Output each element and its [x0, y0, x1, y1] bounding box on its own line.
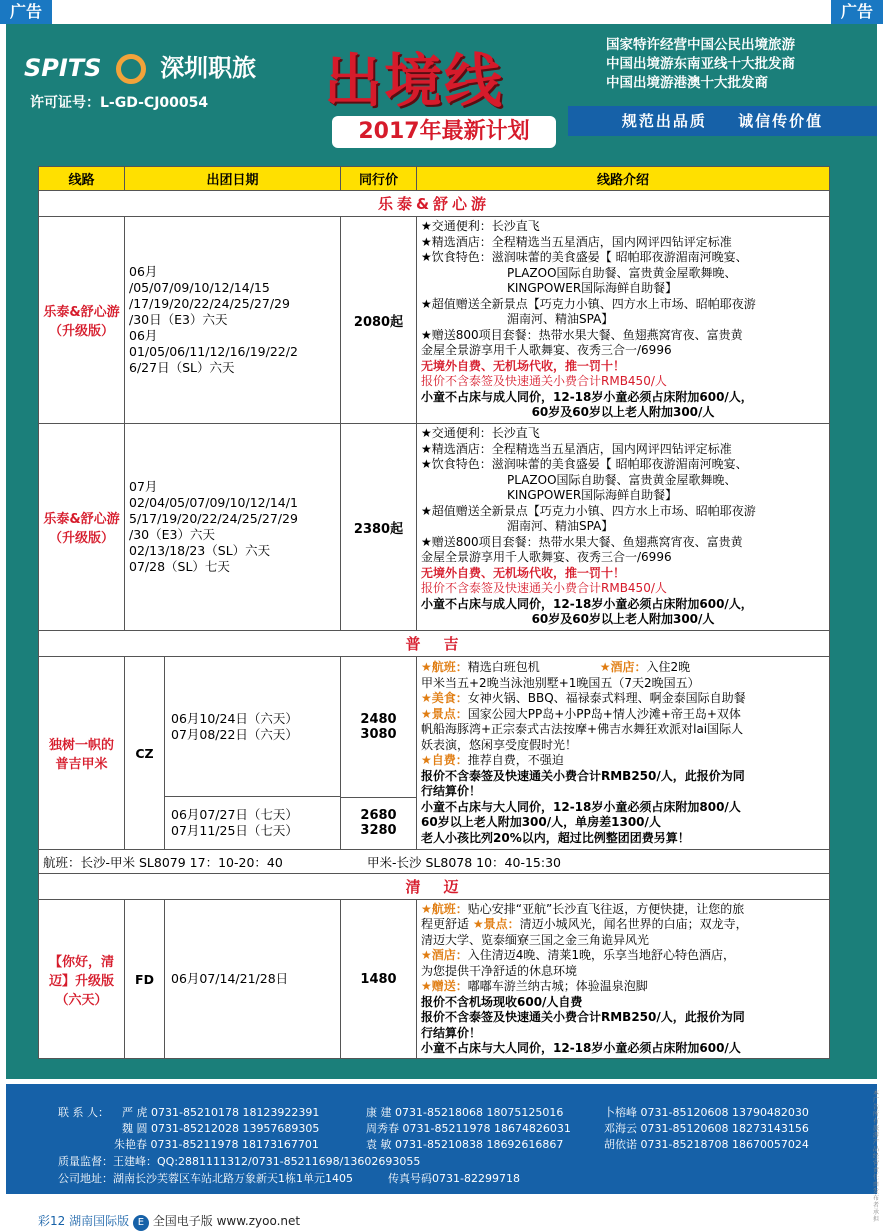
chiangmai-date-block	[125, 900, 341, 1059]
desc-line: ★饮食特色：滋润味蕾的美食盛晏【 昭帕耶夜游湄南河晚宴、	[421, 457, 748, 472]
contact-entry: 严 虎 0731-85210178 18123922391	[122, 1106, 320, 1119]
date-line: 06月07/27日（七天）	[171, 807, 298, 822]
desc-text: 程更舒适	[421, 917, 473, 931]
desc-label: ★酒店：	[421, 948, 468, 962]
date-line: 07/28（SL）七天	[129, 559, 230, 574]
page-footer-line	[38, 1212, 300, 1231]
desc-text: 小童不占床与大人同价，12-18岁小童必须占床附加600/人	[421, 1041, 741, 1055]
contact-entry: 周秀春 0731-85211978 18674826031	[366, 1122, 571, 1135]
date-line: 07月	[129, 479, 158, 494]
price: 2380起	[341, 424, 417, 631]
date-line: 07月11/25日（七天）	[171, 823, 298, 838]
desc-text: 入住清迈4晚、清莱1晚，乐享当地舒心特色酒店，	[467, 948, 736, 962]
header	[6, 24, 877, 162]
quality-supervisor: 质量监督：王建峰：QQ:2881111312/0731-85211698/13602693055	[58, 1155, 421, 1168]
desc-line	[421, 948, 825, 964]
desc-label: ★航班：	[421, 660, 468, 674]
desc-text: 行结算价！	[421, 1025, 482, 1040]
company-address: 公司地址：湖南长沙芙蓉区车站北路万象新天1栋1单元1405	[58, 1172, 353, 1185]
desc-line: 报价不含泰签及快速通关小费合计RMB450/人	[421, 374, 667, 389]
airline-code: CZ	[125, 657, 165, 849]
desc-line	[421, 691, 825, 707]
desc-line	[421, 784, 825, 800]
contact-entry: 邓海云 0731-85120608 18273143156	[604, 1122, 809, 1135]
desc-line: ★超值赠送全新景点【巧克力小镇、四方水上市场、昭帕耶夜游	[421, 296, 756, 311]
contact-entry: 胡依诺 0731-85218708 18670057024	[604, 1138, 809, 1151]
departure-dates	[165, 797, 340, 849]
desc-text: 清迈大学、览泰缅寮三国之金三角诡异风光	[421, 932, 650, 947]
logo-cn: 深圳职旅	[160, 54, 257, 82]
footer	[6, 1084, 877, 1194]
desc-line: ★精选酒店：全程精选当五星酒店，国内网评四钻评定标准	[421, 234, 732, 249]
desc-line: 报价不含泰签及快速通关小费合计RMB450/人	[421, 581, 667, 596]
desc-line	[421, 1026, 825, 1042]
desc-line	[421, 995, 825, 1011]
table-row	[39, 657, 830, 798]
date-line: 07月08/22日（六天）	[171, 726, 298, 742]
flight-back: 甲米-长沙 SL8078 10：40-15:30	[366, 854, 561, 870]
desc-line	[421, 902, 825, 918]
desc-line	[421, 1010, 825, 1026]
date-line: /30日（E3）六天	[129, 312, 228, 327]
desc-line	[421, 917, 825, 933]
table-row	[39, 217, 830, 424]
date-line: 06月	[129, 264, 158, 279]
slogans	[606, 36, 795, 93]
route-description	[417, 900, 830, 1059]
col-price: 同行价	[341, 167, 417, 191]
price	[341, 797, 417, 849]
route-name: 【你好，清迈】升级版（六天）	[39, 900, 125, 1059]
desc-label: ★酒店：	[599, 660, 647, 674]
route-name: 乐泰&舒心游（升级版）	[39, 424, 125, 631]
company-logo	[24, 48, 256, 84]
desc-label: ★美食：	[421, 691, 468, 705]
contact-entry: 康 建 0731-85218068 18075125016	[366, 1106, 564, 1119]
table-row	[39, 424, 830, 631]
desc-line: 无境外自费、无机场代收，推一罚十！	[421, 358, 626, 373]
departure-dates: 06月07/14/21/28日	[171, 971, 289, 986]
main-title: 出境线	[324, 47, 505, 115]
desc-text: 老人小孩比列20%以内，超过比例整团团费另算！	[421, 830, 690, 845]
date-line: 02/04/05/07/09/10/12/14/1	[129, 495, 298, 510]
year-plan: 2017年最新计划	[332, 116, 556, 148]
slogan-2: 中国出境游东南亚线十大批发商	[606, 56, 795, 72]
logo-ring-icon	[116, 54, 146, 84]
price: 2080起	[341, 217, 417, 424]
desc-text: 为您提供干净舒适的休息环境	[421, 963, 578, 978]
motto-1: 规范出品质	[621, 112, 707, 130]
desc-line	[421, 1041, 825, 1057]
desc-line: KINGPOWER国际海鲜自助餐】	[507, 488, 678, 503]
desc-text: 嘟嘟车游兰纳古城；体验温泉泡脚	[467, 979, 648, 993]
desc-text: 报价不含泰签及快速通关小费合计RMB250/人，此报价为同	[421, 768, 745, 783]
route-description	[417, 217, 830, 424]
desc-line: 小童不占床与成人同价，12-18岁小童必须占床附加600/人，	[421, 389, 753, 404]
col-desc: 线路介绍	[417, 167, 830, 191]
desc-line: KINGPOWER国际海鲜自助餐】	[507, 281, 678, 296]
price-value: 3280	[360, 823, 397, 839]
desc-text: 甲米当五+2晚当泳池别墅+1晚国五（7天2晚国五）	[421, 675, 700, 690]
phuket-flight-info	[39, 850, 830, 874]
ad-tag-left: 广告	[0, 0, 52, 24]
date-line: 6/27日（SL）六天	[129, 360, 235, 375]
logo-spits: SPITS	[24, 54, 102, 82]
table-row	[39, 900, 830, 1059]
date-line: /17/19/20/22/24/25/27/29	[129, 296, 290, 311]
ad-tag-right: 广告	[831, 0, 883, 24]
route-description	[417, 657, 830, 850]
route-name: 乐泰&舒心游（升级版）	[39, 217, 125, 424]
date-line: /05/07/09/10/12/14/15	[129, 280, 270, 295]
page-footer	[0, 1200, 883, 1230]
desc-line: ★超值赠送全新景点【巧克力小镇、四方水上市场、昭帕耶夜游	[421, 503, 756, 518]
desc-line	[421, 933, 825, 949]
contact-entry: 朱艳春 0731-85211978 18173167701	[114, 1138, 319, 1151]
desc-line	[421, 660, 825, 676]
desc-label: ★自费：	[421, 753, 468, 767]
desc-line: 60岁及60岁以上老人附加300/人	[531, 612, 715, 627]
departure-dates	[125, 424, 341, 631]
desc-line: PLAZOO国际自助餐、富贵黄金屋歌舞晚、	[507, 472, 737, 487]
desc-line: ★交通便利：长沙直飞	[421, 219, 540, 234]
desc-text: 国家公园大PP岛+小PP岛+情人沙滩+帝王岛+双体	[467, 706, 741, 721]
desc-line	[421, 964, 825, 980]
desc-text: 女神火锅、BBQ、福禄泰式料理、啊金泰国际自助餐	[467, 691, 746, 705]
desc-line: ★赠送800项目套餐：热带水果大餐、鱼翅燕窝宵夜、富贵黄	[421, 534, 743, 549]
price-value: 3080	[360, 726, 397, 742]
price: 1480	[341, 900, 417, 1059]
date-line: 01/05/06/11/12/16/19/22/2	[129, 344, 298, 359]
desc-line	[421, 753, 825, 769]
desc-line: ★交通便利：长沙直飞	[421, 426, 540, 441]
date-line: 02/13/18/23（SL）六天	[129, 543, 271, 558]
col-dates: 出团日期	[125, 167, 341, 191]
desc-line: ★赠送800项目套餐：热带水果大餐、鱼翅燕窝宵夜、富贵黄	[421, 327, 743, 342]
date-line: 06月	[129, 328, 158, 343]
section-title: 乐泰&舒心游	[39, 191, 830, 217]
price-value: 2480	[360, 711, 397, 727]
desc-line: ★精选酒店：全程精选当五星酒店，国内网评四钻评定标准	[421, 441, 732, 456]
motto-2: 诚信传价值	[738, 112, 824, 130]
desc-text: 60岁以上老人附加300/人，单房差1300/人	[421, 815, 661, 829]
desc-line	[421, 979, 825, 995]
desc-text: 贴心安排“亚航”长沙直飞往返，方便快捷，让您的旅	[467, 901, 745, 916]
desc-text: 推荐自费，不强迫	[467, 753, 564, 767]
motto	[568, 106, 877, 136]
airline-code: FD	[125, 900, 165, 1058]
date-line: 5/17/19/20/22/24/25/27/29	[129, 511, 298, 526]
desc-text: 行结算价！	[421, 784, 482, 798]
departure-dates	[165, 657, 340, 797]
desc-line: 湄南河、精油SPA】	[507, 519, 614, 534]
desc-line: PLAZOO国际自助餐、富贵黄金屋歌舞晚、	[507, 265, 737, 280]
desc-line: 湄南河、精油SPA】	[507, 312, 614, 327]
license-number: 许可证号：L-GD-CJ00054	[30, 95, 209, 111]
desc-text: 清迈小城风光，闻名世界的白庙；双龙寺，	[519, 917, 748, 931]
desc-label: ★景点：	[421, 706, 468, 721]
desc-line: 金屋全景游享用千人歌舞宴、夜秀三合一/6996	[421, 550, 672, 565]
desc-line	[421, 722, 825, 738]
contact-label: 联 系 人：	[58, 1106, 109, 1119]
desc-line	[421, 769, 825, 785]
flight-out: 航班：长沙-甲米 SL8079 17：10-20：40	[43, 854, 283, 870]
contact-entry: 魏 圆 0731-85212028 13957689305	[122, 1122, 320, 1135]
section-phuket	[39, 631, 830, 657]
slogan-1: 国家特许经营中国公民出境旅游	[606, 37, 795, 53]
desc-text: 报价不含机场现收600/人自费	[421, 994, 583, 1009]
desc-line: 金屋全景游享用千人歌舞宴、夜秀三合一/6996	[421, 343, 672, 358]
date-line: /30（E3）六天	[129, 527, 215, 542]
route-name: 独树一帜的普吉甲米	[39, 657, 125, 850]
route-description	[417, 424, 830, 631]
tour-table	[38, 166, 830, 1059]
desc-line	[421, 707, 825, 723]
desc-label: ★航班：	[421, 901, 468, 916]
desc-line: 60岁及60岁以上老人附加300/人	[531, 405, 715, 420]
desc-text: 入住2晚	[646, 660, 691, 674]
price-value: 2680	[360, 808, 397, 824]
date-line: 06月10/24日（六天）	[171, 710, 298, 726]
slogan-3: 中国出境游港澳十大批发商	[606, 75, 768, 91]
desc-text: 精选白班包机	[467, 660, 540, 674]
price	[341, 657, 417, 798]
edition-e-icon: E	[133, 1215, 149, 1231]
desc-line	[421, 800, 825, 816]
contact-entry: 卜榕峰 0731-85120608 13790482030	[604, 1106, 809, 1119]
section-letai	[39, 191, 830, 217]
desc-text: 帆船海豚湾+正宗泰式古法按摩+佛吉水舞狂欢派对lai国际人	[421, 722, 744, 736]
fax-number: 传真号码0731-82299718	[388, 1172, 520, 1185]
flight-row	[39, 850, 830, 874]
section-title: 清 迈	[39, 874, 830, 900]
page-number: 彩12 湖南国际版	[38, 1214, 130, 1228]
contact-entry: 袁 敏 0731-85210838 18692616867	[366, 1138, 564, 1151]
section-title: 普 吉	[39, 631, 830, 657]
desc-text: 报价不含泰签及快速通关小费合计RMB250/人，此报价为同	[421, 1010, 745, 1024]
desc-line: 无境外自费、无机场代收，推一罚十！	[421, 565, 626, 580]
tour-table-wrap	[38, 166, 829, 1059]
desc-line: 小童不占床与成人同价，12-18岁小童必须占床附加600/人，	[421, 596, 753, 611]
edition-url: 全国电子版 www.zyoo.net	[152, 1214, 301, 1228]
departure-dates	[125, 217, 341, 424]
phuket-date-block	[125, 657, 341, 850]
side-disclaimer: 本广告所有旅游产品经营责任由发布者承担	[873, 1090, 880, 1223]
desc-line: ★饮食特色：滋润味蕾的美食盛晏【 昭帕耶夜游湄南河晚宴、	[421, 250, 748, 265]
desc-label: ★赠送：	[421, 979, 468, 993]
desc-line	[421, 815, 825, 831]
table-header	[39, 167, 830, 191]
desc-label: ★景点：	[472, 917, 520, 931]
desc-text: 妖表演，悠闲享受度假时光！	[421, 737, 578, 752]
desc-line	[421, 676, 825, 692]
desc-text: 小童不占床与大人同价，12-18岁小童必须占床附加800/人	[421, 799, 741, 814]
desc-line	[421, 831, 825, 847]
col-route: 线路	[39, 167, 125, 191]
desc-line	[421, 738, 825, 754]
section-chiangmai	[39, 874, 830, 900]
